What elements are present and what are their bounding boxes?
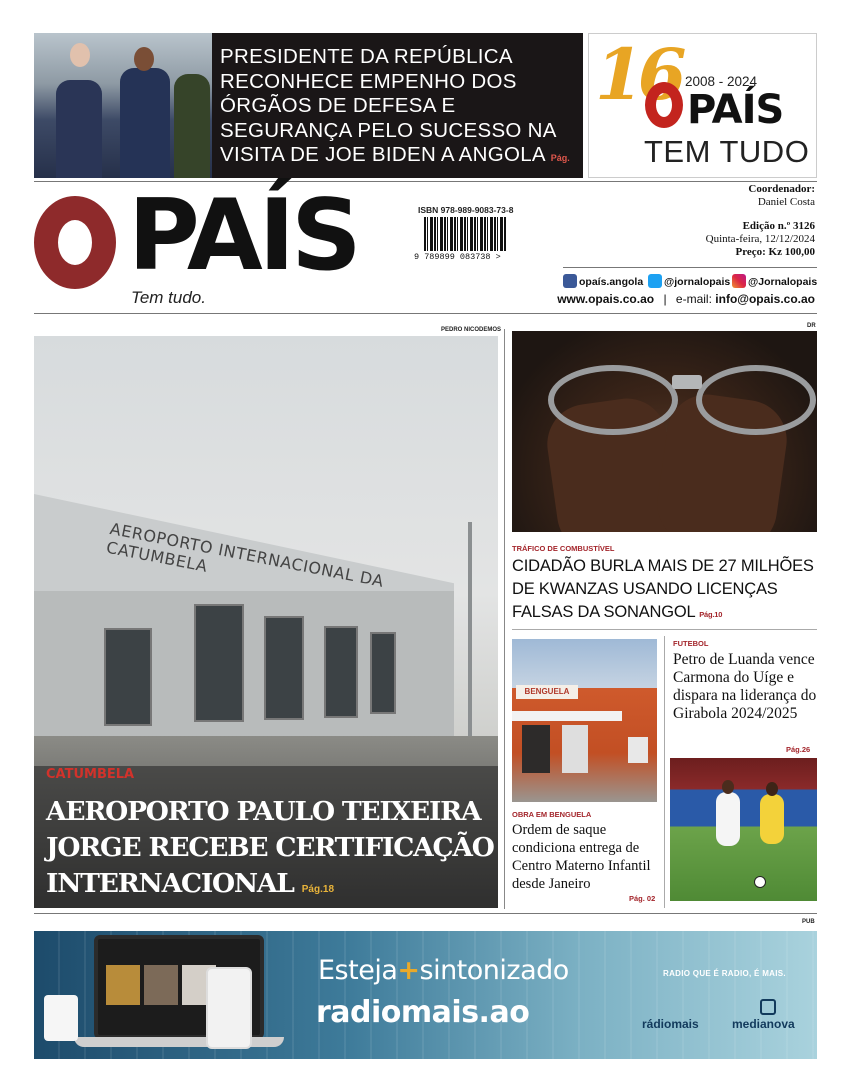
figure-biden (56, 80, 102, 178)
top-story-page: Pág. (550, 153, 570, 163)
instagram-icon (732, 274, 746, 288)
ad-tile (106, 965, 140, 1005)
ad-tagline: RADIO QUE É RADIO, É MAIS. (663, 969, 786, 978)
top-story-photo (34, 33, 212, 178)
bottom-divider (34, 913, 817, 914)
coordinator-label: Coordenador: (748, 183, 815, 195)
airport-sign: AEROPORTO INTERNACIONAL DA CATUMBELA (104, 519, 386, 591)
ad-slogan-b: sintonizado (419, 955, 569, 986)
logo-o-mark (34, 196, 116, 289)
benguela-story-kicker: OBRA EM BENGUELA (512, 810, 592, 819)
airport-window (370, 632, 396, 714)
main-photo-credit: PEDRO NICODEMOS (441, 327, 502, 333)
masthead-tagline: Tem tudo. (131, 288, 206, 307)
figure-lourenco (120, 68, 170, 178)
football-story-headline[interactable]: Petro de Luanda vence Carmona do Uíge e dispara na liderança do Girabola 2024/2025 (673, 651, 817, 722)
email-label: e-mail: (675, 292, 712, 306)
ad-slogan-a: Esteja (318, 955, 398, 986)
building-window (628, 737, 648, 763)
ad-website[interactable]: radiomais.ao (316, 995, 530, 1030)
social-divider (563, 267, 817, 268)
player-head (766, 782, 778, 796)
top-story-headline (220, 45, 580, 178)
ad-label: PUB (802, 919, 815, 925)
player-white (716, 792, 740, 846)
coordinator-block (748, 183, 815, 209)
airport-window (324, 626, 358, 718)
main-story-headline[interactable] (46, 794, 496, 908)
ad-plus-icon: + (397, 955, 420, 986)
ad-slogan (318, 955, 569, 986)
isbn-text: ISBN 978-989-9083-73-8 (418, 205, 514, 215)
fuel-story-headline[interactable] (512, 555, 817, 626)
benguela-story-page: Pág. 02 (629, 894, 656, 903)
main-story-kicker: CATUMBELA (46, 767, 135, 782)
handcuff-left (548, 365, 678, 435)
twitter-link[interactable] (648, 274, 730, 288)
logo-wordmark[interactable]: PAÍS (128, 179, 358, 293)
building-door (562, 725, 588, 773)
barcode-number: 9 789899 083738 > (414, 252, 501, 262)
email-link[interactable]: info@opais.co.ao (715, 292, 815, 306)
fuel-story-headline-text: CIDADÃO BURLA MAIS DE 27 MILHÕES DE KWANZAS USANDO LICENÇAS FALSAS DA SONANGOL (512, 557, 814, 621)
edition-block (706, 220, 815, 259)
instagram-handle: @Jornalopais (748, 276, 818, 288)
top-story-banner[interactable] (34, 33, 583, 178)
website-link[interactable]: www.opais.co.ao (557, 292, 655, 306)
football-ball (754, 876, 766, 888)
football-story-page: Pág.26 (786, 745, 811, 754)
ad-laptop-base (74, 1037, 284, 1047)
ad-tile (144, 965, 178, 1005)
facebook-handle: opaís.angola (579, 276, 644, 288)
barcode (424, 217, 506, 251)
facebook-icon (563, 274, 577, 288)
building-door (522, 725, 550, 773)
masthead-divider (34, 313, 817, 314)
fuel-story-kicker: TRÁFICO DE COMBUSTÍVEL (512, 544, 615, 553)
handcuffs-photo[interactable] (512, 331, 817, 532)
anniversary-brand: PAÍS (687, 87, 784, 133)
instagram-link[interactable] (732, 274, 817, 288)
handcuff-right (696, 365, 816, 435)
coordinator-name: Daniel Costa (757, 196, 815, 208)
anniversary-number: 16 (595, 33, 681, 116)
lamp-post (468, 522, 472, 738)
player-yellow (760, 794, 784, 844)
top-story-headline-text: PRESIDENTE DA REPÚBLICA RECONHECE EMPENHO DOS ÓRGÃOS DE DEFESA E SEGURANÇA PELO SUCESSO NA VISITA DE JOE BIDEN A ANGOLA (220, 45, 556, 166)
contact-row: www.opais.co.ao | e-mail: info@opais.co.ao (557, 292, 815, 306)
ad-mic-cup (44, 995, 78, 1041)
edition-price: Preço: Kz 100,00 (735, 246, 815, 258)
main-story-headline-text: AEROPORTO PAULO TEIXEIRA JORGE RECEBE CERTIFICAÇÃO INTERNACIONAL (46, 796, 494, 899)
right-column-divider (512, 629, 817, 630)
figure-head (134, 47, 154, 71)
anniversary-tagline: TEM TUDO (644, 134, 810, 169)
inner-column-separator (664, 636, 665, 908)
anniversary-box (588, 33, 817, 178)
main-story-photo[interactable] (34, 336, 498, 908)
edition-date: Quinta-feira, 12/12/2024 (705, 233, 815, 245)
building-canopy (512, 711, 622, 721)
anniversary-years: 2008 - 2024 (685, 74, 758, 89)
handcuff-chain (672, 375, 702, 389)
figure-head (70, 43, 90, 67)
airport-window (264, 616, 304, 720)
facebook-link[interactable] (563, 274, 643, 288)
medianova-icon (760, 999, 776, 1015)
twitter-icon (648, 274, 662, 288)
ad-phone (206, 967, 252, 1049)
airport-window (104, 628, 152, 726)
medianova-logo: medianova (732, 1017, 795, 1031)
airport-window (194, 604, 244, 722)
main-story-page: Pág.18 (301, 884, 335, 895)
radiomais-logo: rádiomais (642, 1017, 699, 1031)
edition-number: Edição n.º 3126 (742, 220, 815, 232)
radiomais-advert[interactable] (34, 931, 817, 1059)
benguela-story-headline[interactable]: Ordem de saque condiciona entrega de Centro Materno Infantil desde Janeiro (512, 822, 651, 892)
figure-officer (174, 74, 210, 178)
football-story-kicker: FUTEBOL (673, 639, 709, 648)
fuel-story-page: Pág.10 (699, 610, 723, 619)
column-separator (504, 329, 505, 909)
building-sign: BENGUELA (516, 685, 578, 699)
fuel-photo-credit: DR (807, 323, 816, 329)
twitter-handle: @jornalopais (664, 276, 731, 288)
player-head (722, 780, 734, 794)
benguela-building-photo[interactable] (512, 639, 657, 802)
anniversary-o-logo (645, 82, 683, 128)
football-match-photo[interactable] (670, 758, 817, 901)
